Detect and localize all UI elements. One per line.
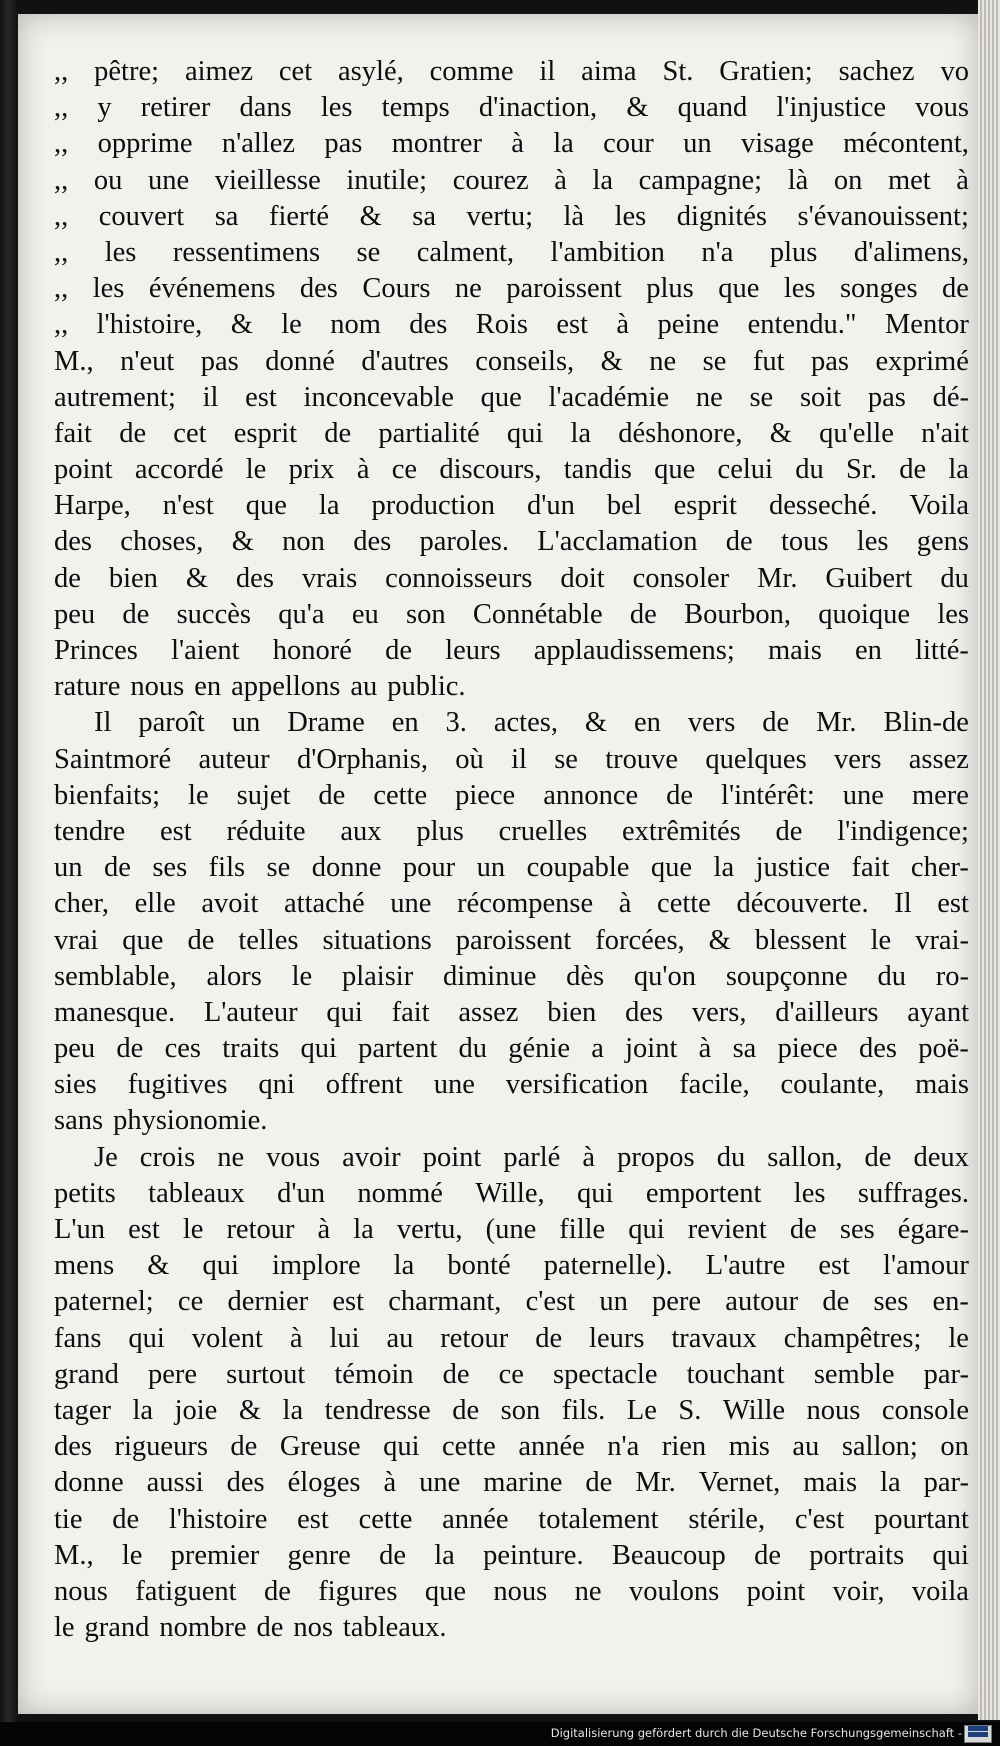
text-line: de bien & des vrais connoisseurs doit consoler Mr. Guibert du [54,562,969,594]
text-line: point accordé le prix à ce discours, tandis que celui du Sr. de la [54,454,969,486]
text-line: sies fugitives qni offrent une versification facile, coulante, mais [54,1069,969,1101]
page-stack-edge [978,0,1000,1720]
text-line: Saintmoré auteur d'Orphanis, où il se trouve quelques vers assez [54,743,969,775]
text-line: donne aussi des éloges à une marine de Mr. Vernet, mais la par- [54,1467,969,1499]
text-line: ,, couvert sa fierté & sa vertu; là les dignités s'évanouissent; [54,200,969,232]
digitization-credit: Digitalisierung gefördert durch die Deutsche Forschungsgemeinschaft - [550,1726,962,1740]
text-line: peu de ces traits qui partent du génie a joint à sa piece des poë- [54,1033,969,1065]
text-line: cher, elle avoit attaché une récompense à cette découverte. Il est [54,888,969,920]
text-line: Harpe, n'est que la production d'un bel esprit desseché. Voila [54,490,969,522]
text-line: ,, opprime n'allez pas montrer à la cour un visage mécontent, [54,128,969,160]
page-text [54,54,969,1646]
text-line: tager la joie & la tendresse de son fils. Le S. Wille nous console [54,1394,969,1426]
text-line: ,, les événemens des Cours ne paroissent plus que les songes de [54,273,969,305]
text-line: grand pere surtout témoin de ce spectacle touchant semble par- [54,1358,969,1390]
text-line: Je crois ne vous avoir point parlé à propos du sallon, de deux [94,1141,969,1173]
text-line: tendre est réduite aux plus cruelles extrêmités de l'indigence; [54,815,969,847]
text-line: bienfaits; le sujet de cette piece annonce de l'intérêt: une mere [54,779,969,811]
text-line: fait de cet esprit de partialité qui la déshonore, & qu'elle n'ait [54,417,969,449]
footer-bar [0,1722,1000,1746]
text-line: Il paroît un Drame en 3. actes, & en vers de Mr. Blin-de [94,707,969,739]
text-line: le grand nombre de nos tableaux. [54,1612,447,1644]
text-line: L'un est le retour à la vertu, (une fille qui revient de ses égare- [54,1214,969,1245]
text-line: rature nous en appellons au public. [54,671,466,703]
text-line: peu de succès qu'a eu son Connétable de Bourbon, quoique les [54,598,969,630]
dfg-logo-icon [964,1725,992,1743]
text-line: autrement; il est inconcevable que l'académie ne se soit pas dé- [54,381,969,413]
text-line: sans physionomie. [54,1105,268,1137]
text-line: ,, pêtre; aimez cet asylé, comme il aima St. Gratien; sachez vo [54,56,969,87]
text-line: semblable, alors le plaisir diminue dès qu'on soupçonne du ro- [54,960,969,992]
text-line: vrai que de telles situations paroissent forcées, & blessent le vrai- [54,924,969,956]
text-line: Princes l'aient honoré de leurs applaudissemens; mais en litté- [54,635,969,666]
text-line: ,, ou une vieillesse inutile; courez à la campagne; là on met à [54,164,969,196]
book-page [18,14,978,1714]
text-line: tie de l'histoire est cette année totalement stérile, c'est pourtant [54,1503,969,1535]
text-line: mens & qui implore la bonté paternelle). L'autre est l'amour [54,1250,969,1282]
text-line: M., le premier genre de la peinture. Beaucoup de portraits qui [54,1539,969,1571]
text-line: fans qui volent à lui au retour de leurs travaux champêtres; le [54,1322,969,1354]
text-line: nous fatiguent de figures que nous ne voulons point voir, voila [54,1575,969,1607]
text-line: ,, y retirer dans les temps d'inaction, & quand l'injustice vous [54,92,969,124]
text-line: ,, l'histoire, & le nom des Rois est à peine entendu." Mentor [54,309,969,341]
text-line: manesque. L'auteur qui fait assez bien des vers, d'ailleurs ayant [54,996,969,1028]
text-line: paternel; ce dernier est charmant, c'est un pere autour de ses en- [54,1286,969,1318]
text-line: des rigueurs de Greuse qui cette année n'a rien mis au sallon; on [54,1431,969,1463]
text-line: des choses, & non des paroles. L'acclamation de tous les gens [54,526,969,558]
text-line: petits tableaux d'un nommé Wille, qui emportent les suffrages. [54,1177,969,1209]
text-line: ,, les ressentimens se calment, l'ambition n'a plus d'alimens, [54,236,969,268]
text-line: M., n'eut pas donné d'autres conseils, & ne se fut pas exprimé [54,345,969,377]
text-line: un de ses fils se donne pour un coupable que la justice fait cher- [54,852,969,884]
